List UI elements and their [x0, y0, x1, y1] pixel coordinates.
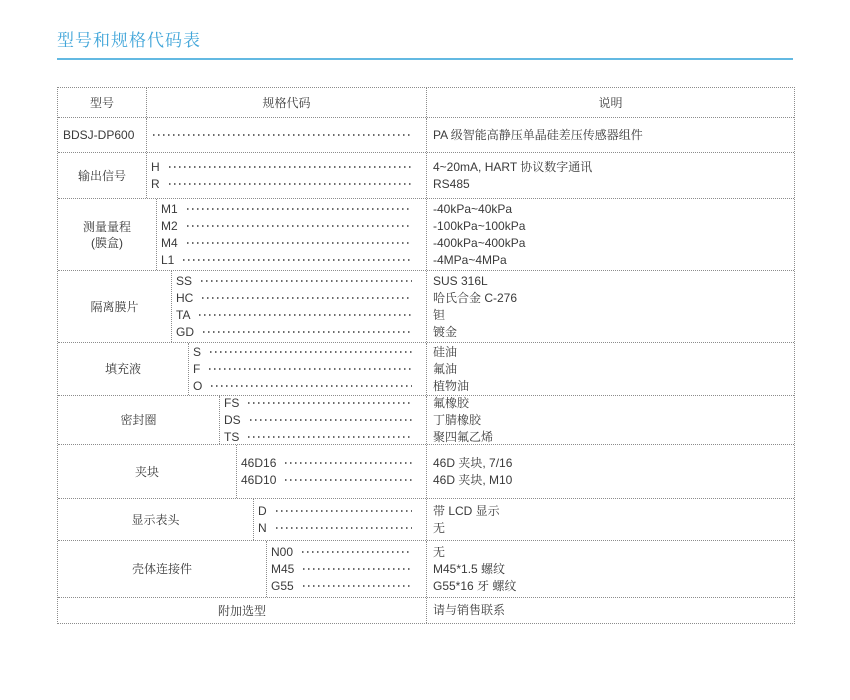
dot-leader: [187, 242, 412, 244]
desc-text: M45*1.5 螺纹: [433, 561, 506, 576]
code-line: [147, 127, 426, 144]
code-cell: [253, 499, 426, 540]
desc-text: 聚四氟乙烯: [433, 429, 494, 444]
code-cell: [236, 445, 426, 498]
code-line: [220, 395, 426, 412]
desc-text: -400kPa~400kPa: [433, 235, 526, 250]
code-line: [220, 412, 426, 429]
code-line: [157, 218, 426, 235]
dot-leader: [210, 351, 412, 353]
model-cell: [58, 118, 146, 152]
code-cell: [266, 541, 426, 597]
desc-text: 氟橡胶: [433, 395, 470, 410]
footer-row: [58, 598, 794, 623]
code-text: TA: [176, 307, 191, 322]
footer-description: 请与销售联系: [433, 603, 506, 617]
code-text: M1: [161, 201, 178, 216]
dot-leader: [169, 183, 412, 185]
header-cell-model: 型号: [89, 96, 114, 110]
page: [57, 30, 793, 624]
dot-leader: [303, 568, 412, 570]
model-desc-cell: [426, 118, 794, 152]
row-label: [58, 343, 188, 395]
model-row: [58, 118, 794, 153]
desc-text: 无: [433, 520, 446, 535]
desc-text: -40kPa~40kPa: [433, 201, 513, 216]
dot-leader: [285, 479, 412, 481]
spec-row: [58, 541, 794, 598]
code-line: [157, 252, 426, 269]
row-label: [58, 199, 156, 270]
dot-leader: [303, 585, 412, 587]
code-text: R: [151, 176, 160, 191]
dot-leader: [153, 134, 412, 136]
code-line: [237, 472, 426, 489]
code-line: [189, 378, 426, 395]
desc-text: 镀金: [433, 324, 458, 339]
code-line: [172, 307, 426, 324]
code-line: [254, 503, 426, 520]
dot-leader: [199, 314, 412, 316]
dot-leader: [302, 551, 412, 553]
code-text: G55: [271, 578, 294, 593]
desc-text: 丁腈橡胶: [433, 412, 482, 427]
code-line: [172, 273, 426, 290]
desc-text: -100kPa~100kPa: [433, 218, 526, 233]
row-label: [58, 153, 146, 198]
dot-leader: [209, 368, 412, 370]
code-line: [172, 324, 426, 341]
code-text: M45: [271, 561, 295, 576]
code-text: HC: [176, 290, 194, 305]
dot-leader: [285, 462, 412, 464]
code-line: [147, 159, 426, 176]
code-text: M2: [161, 218, 178, 233]
row-label: [58, 499, 253, 540]
code-text: F: [193, 361, 201, 376]
row-label: [58, 445, 236, 498]
code-line: [267, 578, 426, 595]
code-line: [267, 561, 426, 578]
desc-text: 氟油: [433, 361, 458, 376]
row-label-text: 测量量程: [82, 219, 131, 234]
row-label: [58, 396, 219, 444]
row-label-text: 密封圈: [120, 413, 157, 427]
dot-leader: [187, 208, 412, 210]
spec-row: [58, 343, 794, 396]
dot-leader: [248, 402, 412, 404]
desc-text: 4~20mA, HART 协议数字通讯: [433, 159, 593, 174]
desc-text: RS485: [433, 176, 470, 191]
code-line: [147, 176, 426, 193]
code-line: [172, 290, 426, 307]
row-label-text: 夹块: [134, 464, 159, 479]
code-cell: [156, 199, 426, 270]
dot-leader: [276, 527, 412, 529]
model-code-text: BDSJ-DP600: [63, 128, 135, 142]
desc-text: 硅油: [433, 344, 458, 359]
code-line: [220, 429, 426, 446]
spec-row: [58, 445, 794, 499]
row-label: [58, 271, 171, 342]
header-row: [58, 88, 794, 118]
model-description: PA 级智能高静压单晶硅差压传感器组件: [433, 127, 643, 142]
spec-row: [58, 199, 794, 271]
code-cell: [219, 396, 426, 444]
desc-cell: [426, 271, 794, 342]
row-label: [58, 541, 266, 597]
footer-desc-cell: [426, 598, 794, 623]
row-label-text: 隔离膜片: [90, 299, 139, 314]
header-cell-description: 说明: [426, 88, 794, 117]
desc-cell: [426, 343, 794, 395]
desc-text: 无: [433, 544, 446, 559]
code-text: H: [151, 159, 160, 174]
model-leader-cell: [146, 118, 426, 152]
code-text: SS: [176, 273, 193, 288]
row-label-text: 壳体连接件: [131, 562, 192, 576]
code-text: FS: [224, 395, 240, 410]
code-text: N00: [271, 544, 294, 559]
code-line: [189, 344, 426, 361]
dot-leader: [201, 280, 412, 282]
desc-text: 带 LCD 显示: [433, 503, 500, 518]
code-text: M4: [161, 235, 178, 250]
dot-leader: [202, 297, 412, 299]
footer-label: 附加选型: [217, 604, 266, 618]
code-text: N: [258, 520, 267, 535]
code-text: L1: [161, 252, 175, 267]
header-cell-code: 规格代码: [146, 88, 426, 117]
spec-table: [57, 87, 795, 624]
dot-leader: [203, 331, 412, 333]
dot-leader: [187, 225, 412, 227]
spec-row: [58, 153, 794, 199]
code-text: O: [193, 378, 203, 393]
dot-leader: [183, 259, 412, 261]
code-text: 46D10: [241, 472, 277, 487]
code-text: S: [193, 344, 202, 359]
desc-text: 46D 夹块, 7/16: [433, 455, 513, 470]
dot-leader: [248, 436, 412, 438]
code-text: DS: [224, 412, 241, 427]
dot-leader: [211, 385, 412, 387]
spec-row: [58, 396, 794, 445]
desc-cell: [426, 541, 794, 597]
desc-text: 哈氏合金 C-276: [433, 290, 518, 305]
code-line: [237, 455, 426, 472]
code-cell: [188, 343, 426, 395]
desc-cell: [426, 445, 794, 498]
row-label-text: 输出信号: [77, 168, 126, 183]
code-cell: [146, 153, 426, 198]
spec-row: [58, 499, 794, 541]
desc-cell: [426, 153, 794, 198]
desc-text: 46D 夹块, M10: [433, 472, 513, 487]
code-text: D: [258, 503, 267, 518]
title-underline: [57, 58, 793, 60]
desc-cell: [426, 499, 794, 540]
desc-text: G55*16 牙 螺纹: [433, 578, 517, 593]
code-line: [267, 544, 426, 561]
code-line: [157, 201, 426, 218]
desc-text: SUS 316L: [433, 273, 488, 288]
code-cell: [171, 271, 426, 342]
code-text: 46D16: [241, 455, 277, 470]
page-title: 型号和规格代码表: [57, 31, 201, 50]
desc-text: 植物油: [433, 378, 470, 393]
desc-cell: [426, 396, 794, 444]
desc-cell: [426, 199, 794, 270]
row-label-text: (膜盒): [91, 235, 123, 250]
code-line: [157, 235, 426, 252]
code-text: GD: [176, 324, 194, 339]
code-text: TS: [224, 429, 240, 444]
dot-leader: [250, 419, 412, 421]
row-label-text: 填充液: [104, 362, 141, 376]
row-label-text: 显示表头: [131, 512, 180, 527]
desc-text: 钽: [433, 307, 446, 322]
dot-leader: [169, 166, 412, 168]
code-line: [189, 361, 426, 378]
dot-leader: [276, 510, 412, 512]
spec-row: [58, 271, 794, 343]
code-line: [254, 520, 426, 537]
desc-text: -4MPa~4MPa: [433, 252, 507, 267]
